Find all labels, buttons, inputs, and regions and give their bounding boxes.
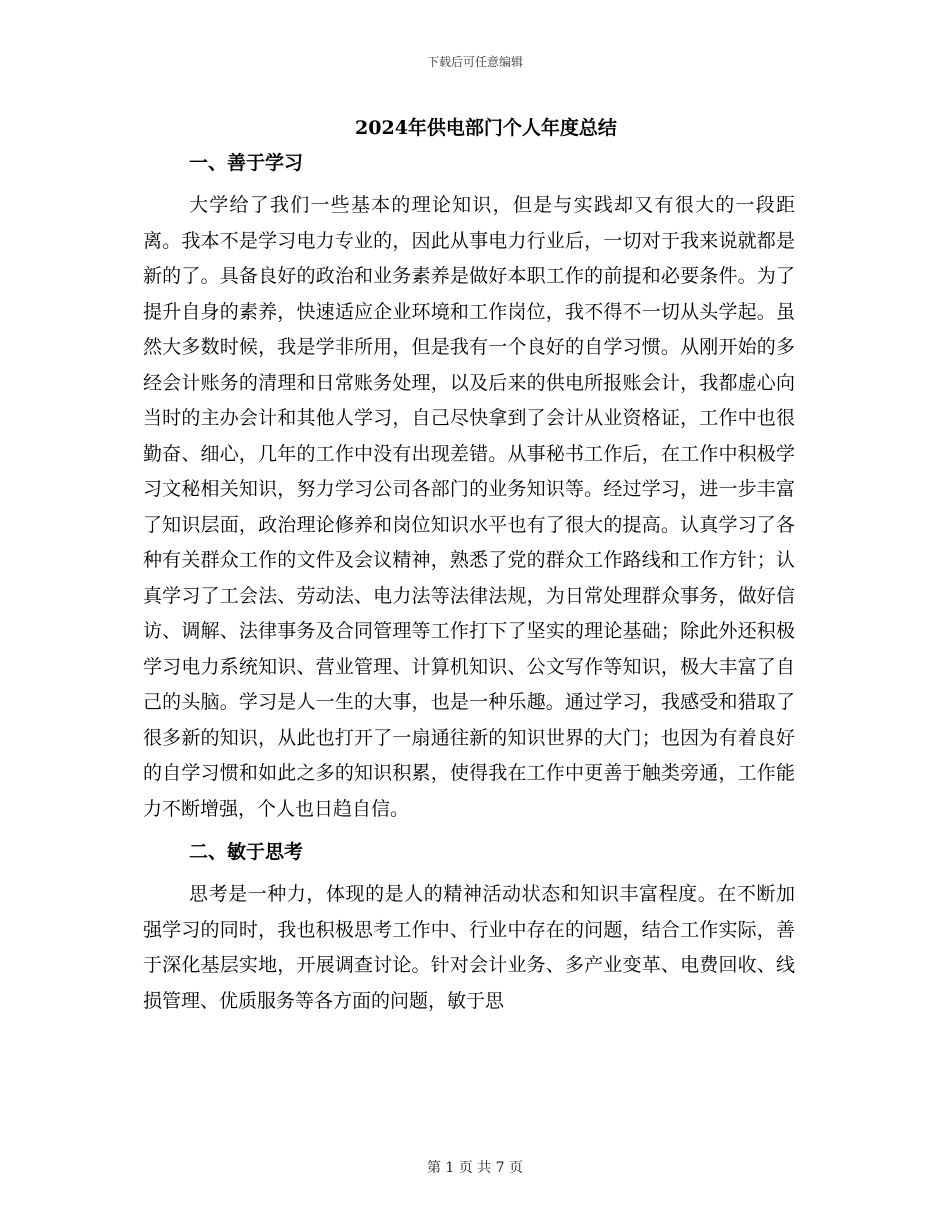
document-title: 2024年供电部门个人年度总结: [355, 117, 617, 139]
page-header: 下载后可任意编辑: [426, 55, 523, 69]
section-paragraph-1: 大学给了我们一些基本的理论知识，但是与实践却又有很大的一段距离。我本不是学习电力专业的，因此从事电力行业后，一切对于我来说就都是新的了。具备良好的政治和业务素养是做好本职工作的前提和必要条件。为了提升自身的素养，快速适应企业环境和工作岗位，我不得不一切从头学起。虽然大多数时候，我是学非所用，但是我有一个良好的自学习惯。从刚开始的多经会计账务的清理和日常账务处理，以及后来的供电所报账会计，我都虚心向当时的主办会计和其他人学习，自己尽快拿到了会计从业资格证，工作中也很勤奋、细心，几年的工作中没有出现差错。从事秘书工作后，在工作中积极学习文秘相关知识，努力学习公司各部门的业务知识等。经过学习，进一步丰富了知识层面，政治理论修养和岗位知识水平也有了很大的提高。认真学习了各种有关群众工作的文件及会议精神，熟悉了党的群众工作路线和工作方针；认真学习了工会法、劳动法、电力法等法律法规，为日常处理群众事务，做好信访、调解、法律事务及合同管理等工作打下了坚实的理论基础；除此外还积极学习电力系统知识、营业管理、计算机知识、公文写作等知识，极大丰富了自己的头脑。学习是人一生的大事，也是一种乐趣。通过学习，我感受和猎取了很多新的知识，从此也打开了一扇通往新的知识世界的大门；也因为有着良好的自学习惯和如此之多的知识积累，使得我在工作中更善于触类旁通，工作能力不断增强，个人也日趋自信。: [143, 194, 795, 820]
page-footer: 第 1 页 共 7 页: [426, 1160, 524, 1176]
document-body: [143, 108, 795, 1029]
section-heading-2: 二、敏于思考: [189, 841, 304, 863]
section-paragraph-2: 思考是一种力，体现的是人的精神活动状态和知识丰富程度。在不断加强学习的同时，我也积极思考工作中、行业中存在的问题，结合工作实际，善于深化基层实地，开展调查讨论。针对会计业务、多产业变革、电费回收、线损管理、优质服务等各方面的问题，敏于思: [143, 883, 795, 1012]
section-heading-1: 一、善于学习: [189, 152, 304, 174]
